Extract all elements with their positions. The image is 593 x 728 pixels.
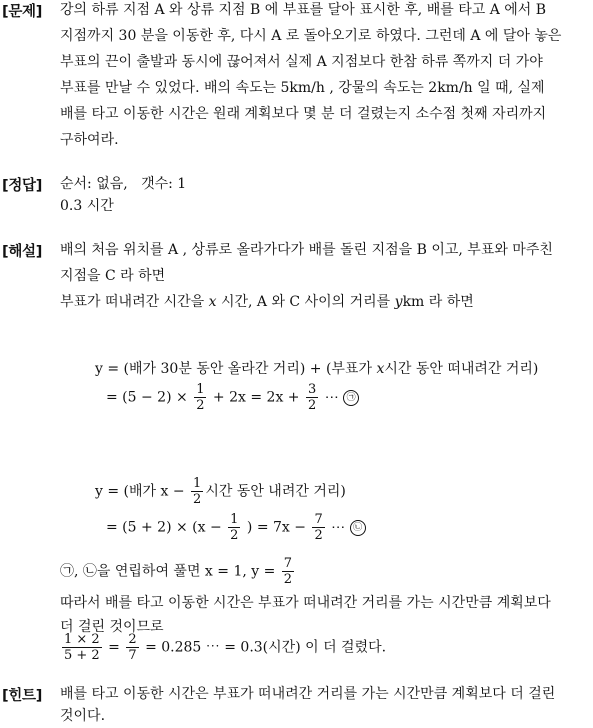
problem-line: 지점까지 30 분을 이동한 후, 다시 A 로 돌아오기로 하였다. 그런데 A 에 달아 놓은 <box>60 28 562 44</box>
problem-line: 배를 타고 이동한 시간은 원래 계획보다 몇 분 더 걸렸는지 소수점 첫째 자리까지 <box>60 106 547 122</box>
fraction: $\frac{3}{2}$ <box>307 382 317 413</box>
circled-mark: ㉡ <box>350 520 366 536</box>
hint-label: [힌트] <box>2 688 43 704</box>
solve-line: ㉠, ㉡을 연립하여 풀면 x = 1, y = $\frac{7}{2}$ <box>60 556 293 587</box>
fraction: $\frac{1 \times 2}{5 + 2}$ <box>64 632 100 663</box>
explanation-body <box>60 240 587 680</box>
var-x: x <box>208 294 217 310</box>
equation-1-line-1: y = (배가 30분 동안 올라간 거리) + (부표가 x시간 동안 떠내려간 거리) <box>95 361 539 377</box>
fraction: $\frac{7}{2}$ <box>283 556 293 587</box>
answer-count: 갯수: 1 <box>141 176 187 192</box>
problem-line: 강의 하류 지점 A 와 상류 지점 B 에 부표를 달아 표시한 후, 배를 타고 A 에서 B <box>60 2 547 18</box>
answer-order: 순서: 없음, <box>60 176 128 192</box>
explanation-line: 지점을 C 라 하면 <box>60 268 166 284</box>
explanation-line: 배의 처음 위치를 A , 상류로 올라가다가 배를 돌린 지점을 B 이고, 부표와 마주친 <box>60 242 553 258</box>
hint-line: 배를 타고 이동한 시간은 부표가 떠내려간 거리를 가는 시간만큼 계획보다 더 걸린 <box>60 686 556 702</box>
final-equation: $\frac{1 \times 2}{5 + 2}$ = $\frac{2}{7}$ = 0.285 ⋯ = 0.3(시간) 이 더 걸렸다. <box>64 632 387 663</box>
fraction: $\frac{1}{2}$ <box>196 382 205 413</box>
answer-body <box>60 174 587 218</box>
equation-2-line-2: = (5 + 2) × (x − $\frac{1}{2}$ ) = 7x − $\frac{7}{2}$ ⋯ ㉡ <box>106 512 366 543</box>
fraction: $\frac{1}{2}$ <box>230 512 239 543</box>
problem-body <box>60 0 587 156</box>
equation-1-line-2: = (5 − 2) × $\frac{1}{2}$ + 2x = 2x + $\frac{3}{2}$ ⋯ ㉠ <box>106 382 359 413</box>
conclusion-line-1: 따라서 배를 타고 이동한 시간은 부표가 떠내려간 거리를 가는 시간만큼 계획보다 <box>60 595 551 611</box>
explanation-line-3: 부표가 떠내려간 시간을 x 시간, A 와 C 사이의 거리를 ykm 라 하면 <box>60 294 474 310</box>
fraction: $\frac{2}{7}$ <box>128 632 137 663</box>
fraction: $\frac{1}{2}$ <box>193 476 202 507</box>
problem-line: 부표의 끈이 출발과 동시에 끊어져서 실제 A 지점보다 한참 하류 쪽까지 더 가야 <box>60 54 543 70</box>
problem-line: 구하여라. <box>60 132 119 148</box>
answer-label: [정답] <box>2 178 43 194</box>
hint-body <box>60 684 587 728</box>
explanation-label: [해설] <box>2 244 43 260</box>
fraction: $\frac{7}{2}$ <box>314 512 323 543</box>
var-y: y <box>394 294 403 310</box>
hint-line: 것이다. <box>60 708 106 724</box>
answer-meta <box>60 174 587 196</box>
equation-2-line-1: y = (배가 x − $\frac{1}{2}$ 시간 동안 내려간 거리) <box>95 476 346 507</box>
answer-value: 0.3 시간 <box>60 198 114 214</box>
problem-label: [문제] <box>2 4 43 20</box>
conclusion-line-2: 더 걸린 것이므로 <box>60 619 164 635</box>
problem-line: 부표를 만날 수 있었다. 배의 속도는 5km/h , 강물의 속도는 2km/h 일 때, 실제 <box>60 80 545 96</box>
circled-mark: ㉠ <box>343 390 359 406</box>
